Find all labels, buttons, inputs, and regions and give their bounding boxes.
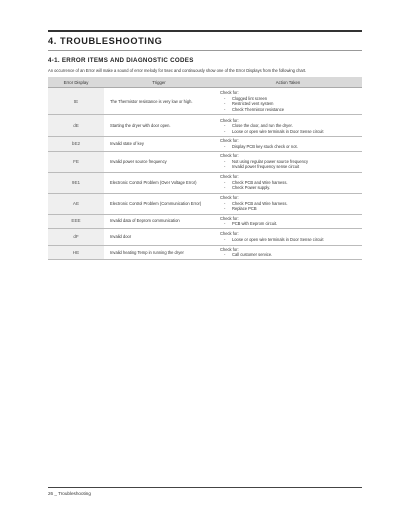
action-step — [220, 221, 360, 227]
error-code: dE — [48, 115, 104, 137]
bullet-dash: - — [224, 252, 226, 258]
action-steps — [220, 144, 360, 150]
table-row — [48, 193, 362, 214]
table-row — [48, 115, 362, 137]
table-header-row — [48, 77, 362, 88]
error-code-table — [48, 77, 362, 260]
bullet-dash: - — [224, 144, 226, 149]
table-row — [48, 88, 362, 115]
action-step-text: Check PCB and Wire harness. — [232, 179, 288, 185]
error-code: bE2 — [48, 137, 104, 151]
bullet-dash: - — [224, 158, 226, 164]
action-step-text: Check Thermistor resistance — [232, 107, 285, 112]
action-step-text: Check Power supply. — [232, 185, 271, 191]
error-trigger: Starting the dryer with door open. — [104, 115, 214, 137]
action-taken — [214, 115, 362, 137]
table-row — [48, 228, 362, 245]
action-step-text: Loose or open wire terminals in Door Sense circuit — [232, 128, 324, 134]
bullet-dash: - — [224, 221, 226, 227]
action-step — [220, 144, 360, 150]
action-steps — [220, 252, 360, 258]
error-code: FE — [48, 151, 104, 172]
error-trigger: Electronic Control Problem (Over Voltage Error) — [104, 172, 214, 193]
bullet-dash: - — [224, 107, 226, 112]
bullet-dash: - — [224, 101, 226, 107]
header-error-display: Error Display — [48, 77, 104, 88]
error-trigger: Invalid heating Temp in running the dryer — [104, 245, 214, 259]
action-steps — [220, 180, 360, 191]
action-steps — [220, 96, 360, 113]
bullet-dash: - — [224, 95, 226, 101]
action-taken — [214, 137, 362, 151]
check-label: Check for: — [220, 215, 239, 221]
action-step-text: Display PCB key stuck check or not. — [232, 144, 298, 149]
error-code: HE — [48, 245, 104, 259]
action-steps — [220, 237, 360, 243]
action-step — [220, 129, 360, 135]
error-code: AE — [48, 193, 104, 214]
error-trigger: The Thermistor resistance is very low or high. — [104, 88, 214, 115]
action-step — [220, 206, 360, 212]
action-step-text: PCB with Eeprom circuit. — [232, 221, 278, 227]
bullet-dash: - — [224, 164, 226, 170]
action-step-text: Clogged lint screen — [232, 95, 268, 101]
bullet-dash: - — [224, 206, 226, 212]
bullet-dash: - — [224, 236, 226, 242]
action-step-text: Invalid power frequency sense circuit — [232, 164, 300, 170]
check-label: Check for: — [220, 195, 239, 201]
action-steps — [220, 201, 360, 212]
action-step — [220, 164, 360, 170]
error-code: EEE — [48, 214, 104, 228]
check-label: Check for: — [220, 246, 239, 252]
action-taken — [214, 245, 362, 259]
error-code: dF — [48, 228, 104, 245]
page-content — [48, 30, 362, 260]
intro-text: An occurrence of an Error will make a sound of error melody for 5sec and continuously show one of the Error Displays from the following chart. — [48, 68, 307, 73]
action-taken — [214, 172, 362, 193]
check-label: Check for: — [220, 153, 239, 159]
header-trigger: Trigger — [104, 77, 214, 88]
action-step — [220, 185, 360, 191]
action-taken — [214, 228, 362, 245]
page-footer: 26 _ Troubleshooting — [48, 487, 362, 496]
error-trigger: Invalid state of key — [104, 137, 214, 151]
bullet-dash: - — [224, 128, 226, 134]
action-step-text: Restricted vent system — [232, 101, 274, 107]
action-step — [220, 237, 360, 243]
action-step-text: Call customer service. — [232, 252, 273, 258]
bullet-dash: - — [224, 179, 226, 185]
action-steps — [220, 159, 360, 170]
check-label: Check for: — [220, 231, 239, 237]
action-step — [220, 107, 360, 113]
action-step — [220, 252, 360, 258]
action-step-text: Replace PCB — [232, 206, 257, 212]
table-row — [48, 172, 362, 193]
error-trigger: Invalid door — [104, 228, 214, 245]
check-label: Check for: — [220, 174, 239, 180]
bullet-dash: - — [224, 123, 226, 129]
action-step-text: Check PCB and Wire harness. — [232, 200, 288, 206]
bullet-dash: - — [224, 185, 226, 191]
check-label: Check for: — [220, 138, 239, 144]
check-label: Check for: — [220, 90, 239, 96]
error-code: tE — [48, 88, 104, 115]
action-steps — [220, 123, 360, 134]
action-taken — [214, 193, 362, 214]
action-step-text: Close the door, and run the dryer. — [232, 123, 293, 129]
section-title: 4. TROUBLESHOOTING — [48, 36, 163, 46]
error-trigger: Invalid power source frequency — [104, 151, 214, 172]
action-steps — [220, 221, 360, 227]
action-taken — [214, 151, 362, 172]
error-code: 9E1 — [48, 172, 104, 193]
table-row — [48, 214, 362, 228]
check-label: Check for: — [220, 117, 239, 123]
section-header — [48, 30, 362, 51]
table-row — [48, 245, 362, 259]
table-body — [48, 88, 362, 260]
action-taken — [214, 88, 362, 115]
action-taken — [214, 214, 362, 228]
table-row — [48, 137, 362, 151]
subsection-title: 4-1. ERROR ITEMS AND DIAGNOSTIC CODES — [48, 57, 194, 64]
action-step-text: Loose or open wire terminals in Door Sense circuit — [232, 236, 324, 242]
header-action-taken: Action Taken — [214, 77, 362, 88]
action-step-text: Not using regular power source frequency — [232, 158, 309, 164]
error-trigger: Electronic Control Problem (Communication Error) — [104, 193, 214, 214]
error-trigger: Invalid data of Eeprom communication — [104, 214, 214, 228]
bullet-dash: - — [224, 200, 226, 206]
table-row — [48, 151, 362, 172]
